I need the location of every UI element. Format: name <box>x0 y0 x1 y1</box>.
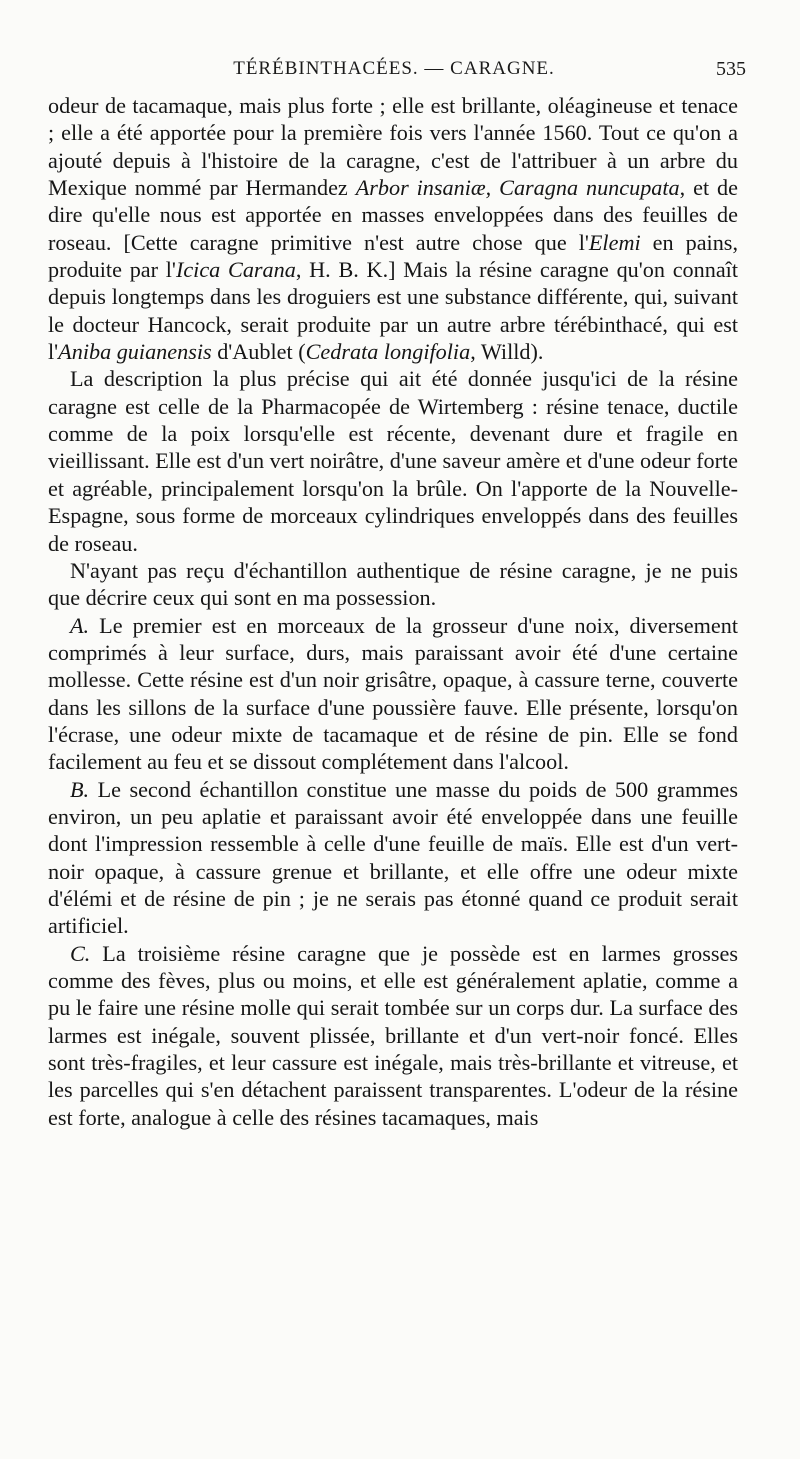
italic-text: Arbor insaniæ, Caragna nuncupata <box>355 175 680 201</box>
text-run: , Willd). <box>470 339 544 365</box>
italic-text: A. <box>70 612 90 638</box>
italic-text: B. <box>70 776 90 802</box>
italic-text: Icica Carana <box>175 257 296 283</box>
paragraph <box>48 365 738 556</box>
running-title: TÉRÉBINTHACÉES. — CARAGNE. <box>233 58 555 79</box>
text-run: La troisième résine caragne que je possède est en larmes grosses comme des fèves, plus ou moins, et elle est généralement aplatie, comme a pu le faire une résine molle qui serait tombée sur un corps dur. La surface des larmes est inégale, souvent plissée, brillante et d'un vert-noir foncé. Elles sont très-fragiles, et leur cassure est inégale, mais très-brillante et vitreuse, et les parcelles qui s'en détachent paraissent transparentes. L'odeur de la résine est forte, analogue à celle des résines tacamaques, mais <box>48 940 738 1130</box>
paragraph <box>48 612 738 776</box>
paragraph <box>48 776 738 940</box>
text-run: en pains, produite par l' <box>48 229 738 283</box>
text-run: odeur de tacamaque, mais plus forte ; elle est brillante, oléagineuse et tenace ; elle a été apportée pour la première fois vers l'année 1560. Tout ce qu'on a ajouté depuis à l'histoire de la caragne, c'est de l'attribuer à un arbre du Mexique nommé par Hermandez <box>48 93 738 201</box>
text-run: d'Aublet ( <box>211 339 306 365</box>
italic-text: Aniba guianensis <box>58 339 212 365</box>
paragraph <box>48 557 738 612</box>
italic-text: C. <box>70 940 91 966</box>
text-run: , et de dire qu'elle nous est apportée en masses enveloppées dans des feuilles de roseau. [Cette caragne primitive n'est autre chose que l' <box>48 175 738 255</box>
body-text <box>48 92 738 1131</box>
text-run: Le premier est en morceaux de la grosseur d'une noix, diversement comprimés à leur surface, durs, mais paraissant avoir été d'une certaine mollesse. Cette résine est d'un noir grisâtre, opaque, à cassure terne, couverte dans les sillons de la surface d'une poussière fauve. Elle présente, lorsqu'on l'écrase, une odeur mixte de tacamaque et de résine de pin. Elle se fond facilement au feu et se dissout complétement dans l'alcool. <box>48 612 738 775</box>
text-run: N'ayant pas reçu d'échantillon authentique de résine caragne, je ne puis que décrire ceux qui sont en ma possession. <box>48 557 738 611</box>
paragraph <box>48 940 738 1131</box>
text-run: La description la plus précise qui ait été donnée jusqu'ici de la résine caragne est celle de la Pharmacopée de Wirtemberg : résine tenace, ductile comme de la poix lorsqu'elle est récente, devenant dure et fragile en vieillissant. Elle est d'un vert noirâtre, d'une saveur amère et d'une odeur forte et agréable, principalement lorsqu'on la brûle. On l'apporte de la Nouvelle-Espagne, sous forme de morceaux cylindriques enveloppés dans des feuilles de roseau. <box>48 366 738 556</box>
text-run: , H. B. K.] Mais la résine caragne qu'on connaît depuis longtemps dans les droguiers est une substance différente, qui, suivant le docteur Hancock, serait produite par un autre arbre térébinthacé, qui est l' <box>48 257 739 365</box>
italic-text: Cedrata longifolia <box>305 339 471 365</box>
italic-text: Elemi <box>588 229 641 255</box>
paragraph <box>48 92 738 365</box>
page-number: 535 <box>716 58 746 80</box>
page-header <box>48 58 746 88</box>
text-run: Le second échantillon constitue une masse du poids de 500 grammes environ, un peu aplatie et paraissant avoir été enveloppée dans une feuille dont l'impression ressemble à celle d'une feuille de maïs. Elle est d'un vert-noir opaque, à cassure grenue et brillante, et elle offre une odeur mixte d'élémi et de résine de pin ; je ne serais pas étonné quand ce produit serait artificiel. <box>48 776 738 939</box>
